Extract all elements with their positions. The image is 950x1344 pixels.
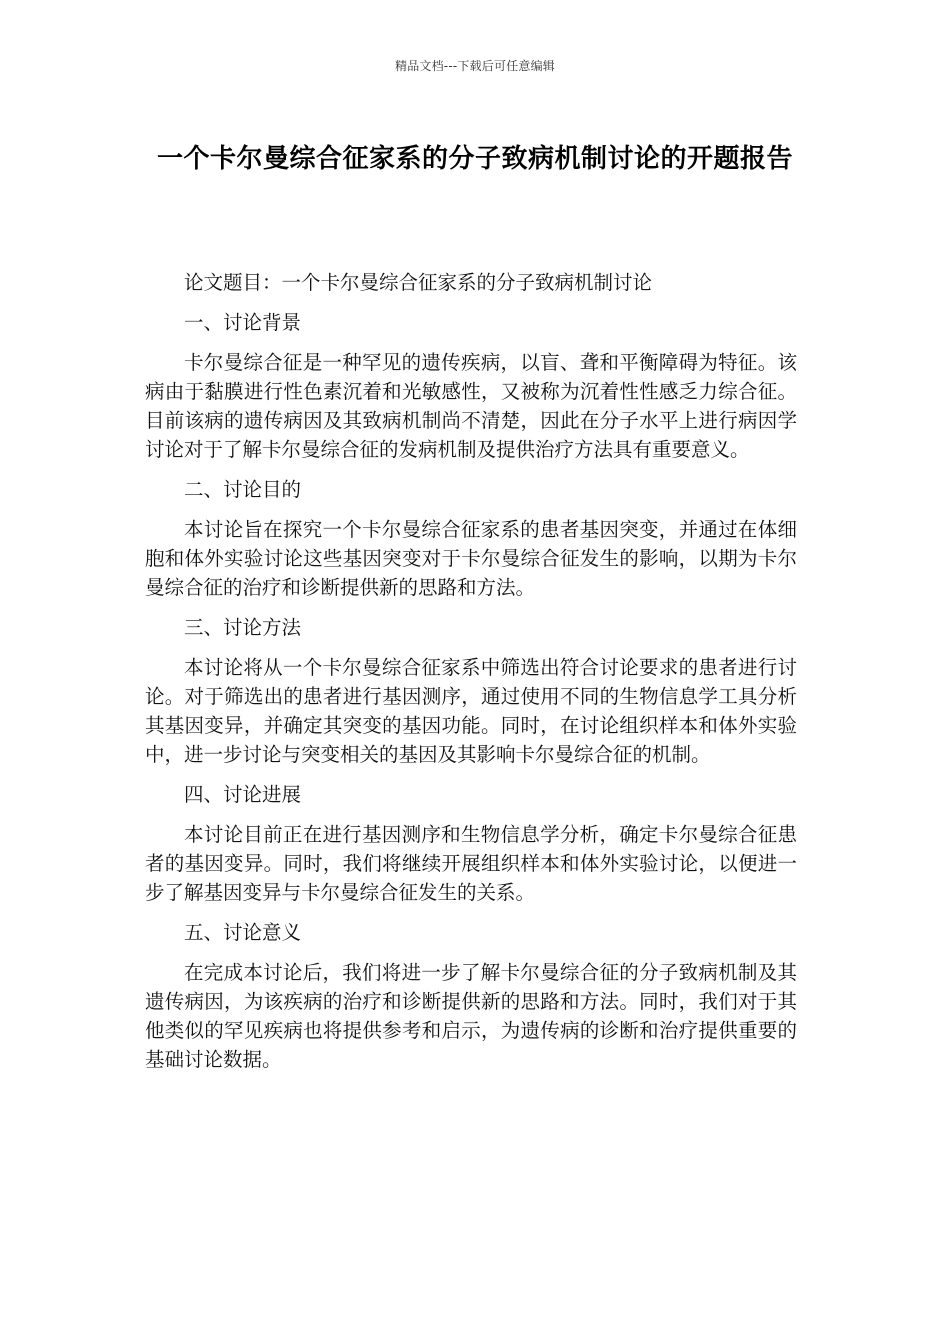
- header-note: 精品文档---下载后可任意编辑: [395, 59, 555, 73]
- section-text-background: 卡尔曼综合征是一种罕见的遗传疾病，以盲、聋和平衡障碍为特征。该病由于黏膜进行性色素沉着和光敏感性，又被称为沉着性性感乏力综合征。目前该病的遗传病因及其致病机制尚不清楚，因此在分子水平上进行病因学讨论对于了解卡尔曼综合征的发病机制及提供治疗方法具有重要意义。: [145, 351, 797, 461]
- section-text-purpose: 本讨论旨在探究一个卡尔曼综合征家系的患者基因突变，并通过在体细胞和体外实验讨论这些基因突变对于卡尔曼综合征发生的影响，以期为卡尔曼综合征的治疗和诊断提供新的思路和方法。: [145, 518, 797, 599]
- section-heading-purpose: 二、讨论目的: [184, 478, 302, 501]
- topic-line: 论文题目：一个卡尔曼综合征家系的分子致病机制讨论: [184, 271, 653, 294]
- section-text-methods: 本讨论将从一个卡尔曼综合征家系中筛选出符合讨论要求的患者进行讨论。对于筛选出的患者进行基因测序，通过使用不同的生物信息学工具分析其基因变异，并确定其突变的基因功能。同时，在讨论组织样本和体外实验中，进一步讨论与突变相关的基因及其影响卡尔曼综合征的机制。: [145, 656, 797, 766]
- section-heading-progress: 四、讨论进展: [184, 783, 302, 806]
- section-text-significance: 在完成本讨论后，我们将进一步了解卡尔曼综合征的分子致病机制及其遗传病因，为该疾病的治疗和诊断提供新的思路和方法。同时，我们对于其他类似的罕见疾病也将提供参考和启示，为遗传病的诊断和治疗提供重要的基础讨论数据。: [145, 961, 797, 1071]
- section-heading-background: 一、讨论背景: [184, 311, 302, 334]
- section-text-progress: 本讨论目前正在进行基因测序和生物信息学分析，确定卡尔曼综合征患者的基因变异。同时，我们将继续开展组织样本和体外实验讨论，以便进一步了解基因变异与卡尔曼综合征发生的关系。: [145, 823, 797, 904]
- section-heading-methods: 三、讨论方法: [184, 616, 302, 639]
- section-heading-significance: 五、讨论意义: [184, 921, 302, 944]
- document-body: [145, 268, 797, 1085]
- document-title: 一个卡尔曼综合征家系的分子致病机制讨论的开题报告: [156, 144, 793, 174]
